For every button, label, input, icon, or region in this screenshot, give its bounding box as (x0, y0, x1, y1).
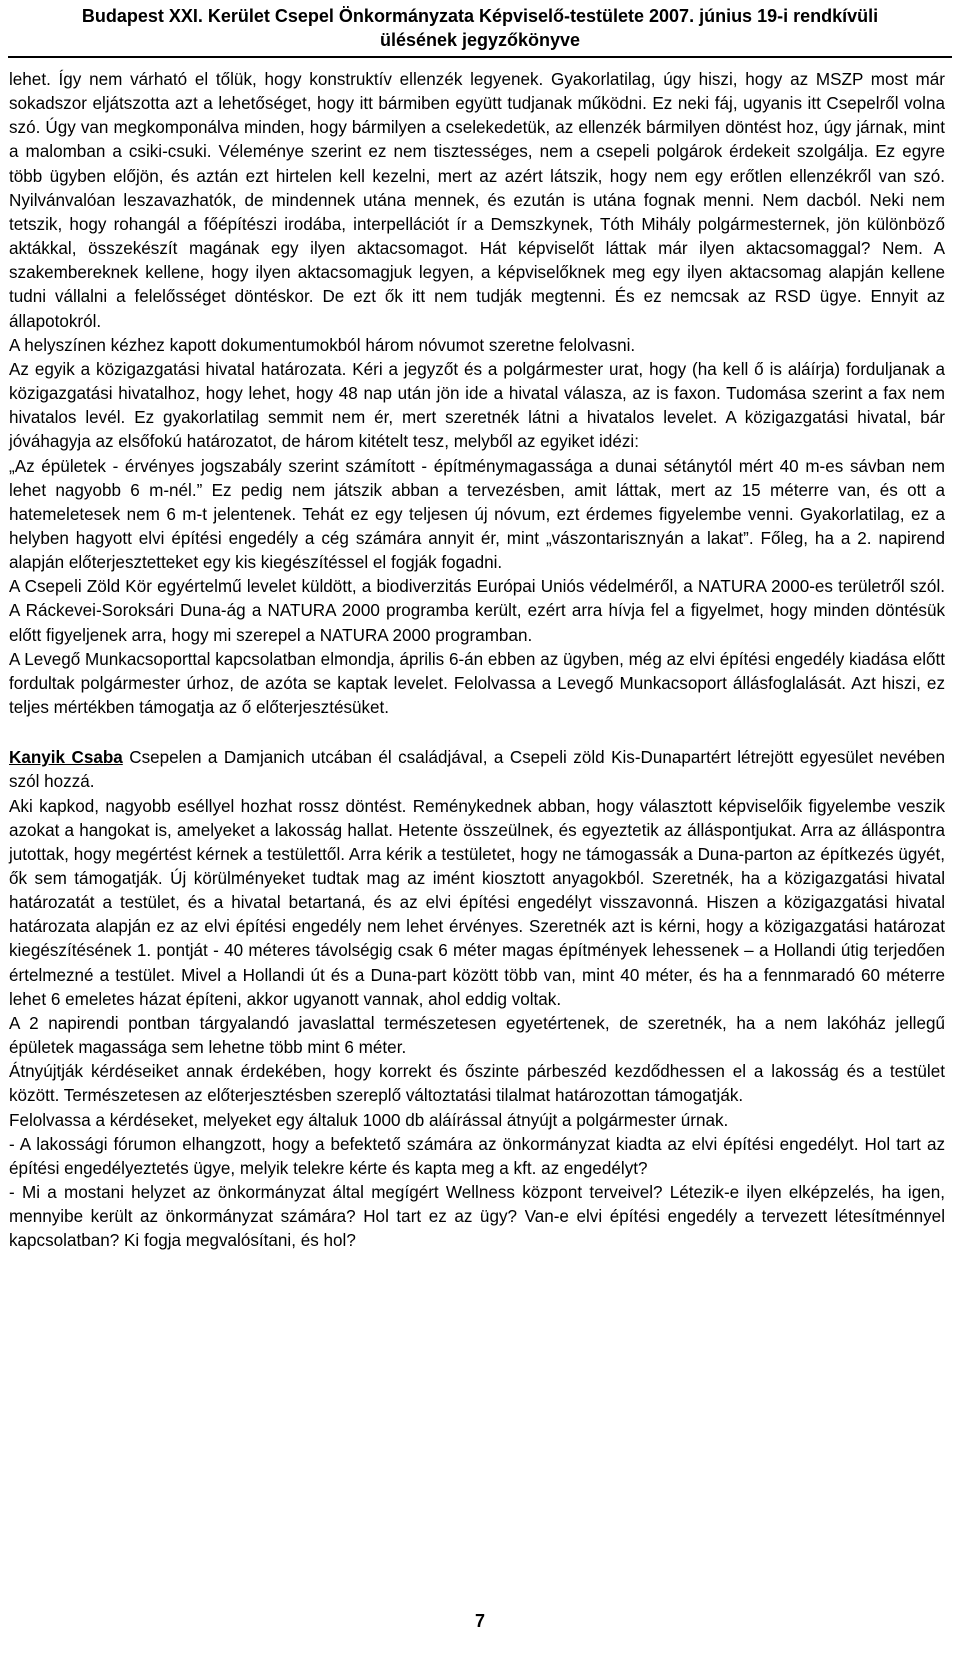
paragraph: Felolvassa a kérdéseket, melyeket egy általuk 1000 db aláírással átnyújt a polgármester úrnak. (9, 1110, 729, 1130)
speaker-intro: Csepelen a Damjanich utcában él családjával, a Csepeli zöld Kis-Dunapartért létrejött egyesület nevében szól hozzá. (9, 748, 945, 792)
document-header (20, 4, 940, 52)
paragraph: A Csepeli Zöld Kör egyértelmű levelet küldött, a biodiverzitás Európai Uniós védelméről, a NATURA 2000-es területről szól. A Ráckevei-Soroksári Duna-ág a NATURA 2000 programba került, ezért arra hívja fel a figyelmet, hogy minden döntésük előtt figyeljenek arra, hogy mi szerepel a NATURA 2000 programban. (9, 577, 945, 645)
speaker-paragraph (9, 746, 945, 794)
paragraph: „Az épületek - érvényes jogszabály szerint számított - építménymagassága a dunai sétánytól mért 40 m-es sávban nem lehet nagyobb 6 m-nél.” Ez pedig nem játszik abban a tervezésben, amit láttak, mert az 15 méterre van, és ott a hatemeletesek nem 6 m-t jelentenek. Tehát ez egy teljesen új nóvum, ezt érdemes figyelembe venni. Gyakorlatilag, ez a helyben hagyott elvi építési engedély a cég számára annyit ér, mint „vászontarisznyán a lakat”. Főleg, ha a 2. napirend alapján előterjesztetteket egy kis kiegészítéssel el fogják fogadni. (9, 456, 945, 573)
header-title-line-2: ülésének jegyzőkönyve (379, 30, 581, 50)
question-paragraph: - A lakossági fórumon elhangzott, hogy a befektető számára az önkormányzat kiadta az elvi építési engedélyt. Hol tart az építési engedélyeztetés ügye, melyik telekre kérte és kapta meg a kft. az engedélyt? (9, 1134, 945, 1178)
paragraph: lehet. Így nem várható el tőlük, hogy konstruktív ellenzék legyenek. Gyakorlatilag, úgy hiszi, hogy az MSZP most már sokadszor eljátszotta azt a lehetőséget, hogy itt bármiben együtt tudjanak működni. Ez neki fáj, ugyanis itt Csepelről volna szó. Úgy van megkomponálva minden, hogy bármilyen a cselekedetük, az ellenzék bármilyen döntést hoz, úgy járnak, mint a malomban a csiki-csuki. Véleménye szerint ez nem tisztességes, nem a csepeli polgárok érdekeit szolgálja. Ez egyre több ügyben előjön, és aztán ezt hirtelen kell kezelni, mert az azért látszik, hogy nem egy erőtlen ellenzékről van szó. Nyilvánvalóan leszavazhatók, de mindennek utána mennek, és ezután is utána fognak menni. Nem dacból. Neki nem tetszik, hogy rohangál a főépítészi irodába, interpellációt ír a Demszkynek, Tóth Mihály polgármesternek, jön különböző aktákkal, összekészít magának egy ilyen aktacsomagot. Hát képviselőt láttak már ilyen aktacsomaggal? Nem. A szakembereknek kellene, hogy ilyen aktacsomagjuk legyen, a képviselőknek meg egy ilyen aktacsomag alapján kellene tudni vállalni a felelősséget döntéskor. De ezt ők itt nem tudják megtenni. És ez nemcsak az RSD ügye. Ennyit az állapotokról. (9, 70, 945, 331)
paragraph: Átnyújtják kérdéseiket annak érdekében, hogy korrekt és őszinte párbeszéd kezdődhessen el a lakosság és a testület között. Természetesen az előterjesztésben szereplő változtatási tilalmat határozottan támogatják. (9, 1062, 945, 1106)
paragraph: A Levegő Munkacsoporttal kapcsolatban elmondja, április 6-án ebben az ügyben, még az elvi építési engedély kiadása előtt fordultak polgármester úrhoz, de azóta se kaptak levelet. Felolvassa a Levegő Munkacsoport állásfoglalását. Azt hiszi, ez teljes mértékben támogatja az ő előterjesztésüket. (9, 649, 945, 718)
paragraph: A 2 napirendi pontban tárgyalandó javaslattal természetesen egyetértenek, de szeretnék, ha a nem lakóház jellegű épületek magassága sem lehetne több mint 6 méter. (9, 1013, 945, 1058)
document-body (9, 68, 945, 1254)
header-title-line-1: Budapest XXI. Kerület Csepel Önkormányzata Képviselő-testülete 2007. június 19-i rendkívüli (81, 6, 879, 26)
paragraph: Aki kapkod, nagyobb eséllyel hozhat rossz döntést. Reménykednek abban, hogy választott képviselőik figyelembe veszik azokat a hangokat is, amelyeket a lakosság hallat. Hetente összeülnek, és egyeztetik az álláspontjukat. Arra az álláspontra jutottak, hogy megértést kérnek a testülettől. Arra kérik a testületet, hogy ne támogassák a Duna-parton az építkezés ügyét, ők sem támogatják. Új körülményeket tudtak mag az imént kiosztott anyagokból. Szeretnék, ha a közigazgatási hivatal határozatát a testület, és a hivatal betartaná, és az elvi építési engedélyt visszavonná. Hiszen a közigazgatási hivatal határozata alapján ez az elvi építési engedély nem lehet érvényes. Szeretnék azt is kérni, hogy a közigazgatási határozat kiegészítésének 1. pontját - 40 méteres távolségig csak 6 méter magas építmények lehessenek – a Hollandi útig terjedően értelmezné a testület. Mivel a Hollandi út és a Duna-part között több van, mint 40 méter, és ha a fennmaradó 60 méterre lehet 6 emeletes házat építeni, akkor ugyanott vannak, ahol eddig voltak. (9, 796, 945, 1009)
paragraph: A helyszínen kézhez kapott dokumentumokból három nóvumot szeretne felolvasni. (9, 335, 636, 355)
question-paragraph: - Mi a mostani helyzet az önkormányzat által megígért Wellness központ terveivel? Létezik-e ilyen elképzelés, ha igen, mennyibe került az önkormányzat számára? Hol tart ez az ügy? Van-e elvi építési engedély a tervezett létesítménnyel kapcsolatban? Ki fogja megvalósítani, és hol? (9, 1183, 945, 1251)
header-divider (8, 56, 952, 58)
page-number: 7 (474, 1611, 485, 1631)
speaker-name: Kanyik Csaba (9, 748, 123, 768)
paragraph: Az egyik a közigazgatási hivatal határozata. Kéri a jegyzőt és a polgármester urat, hogy (ha kell ő is aláírja) forduljanak a közigazgatási hivatalhoz, hogy lehet, hogy 48 nap után jön ide a hivatal válasza, az is faxon. Tudomása szerint a fax nem hivatalos levél. Ez gyakorlatilag semmit nem ér, mert szeretnék látni a hivatalos levelet. A közigazgatási hivatal, bár jóváhagyja az elsőfokú határozatot, de három kitételt tesz, melyből az egyiket idézi: (9, 359, 945, 452)
